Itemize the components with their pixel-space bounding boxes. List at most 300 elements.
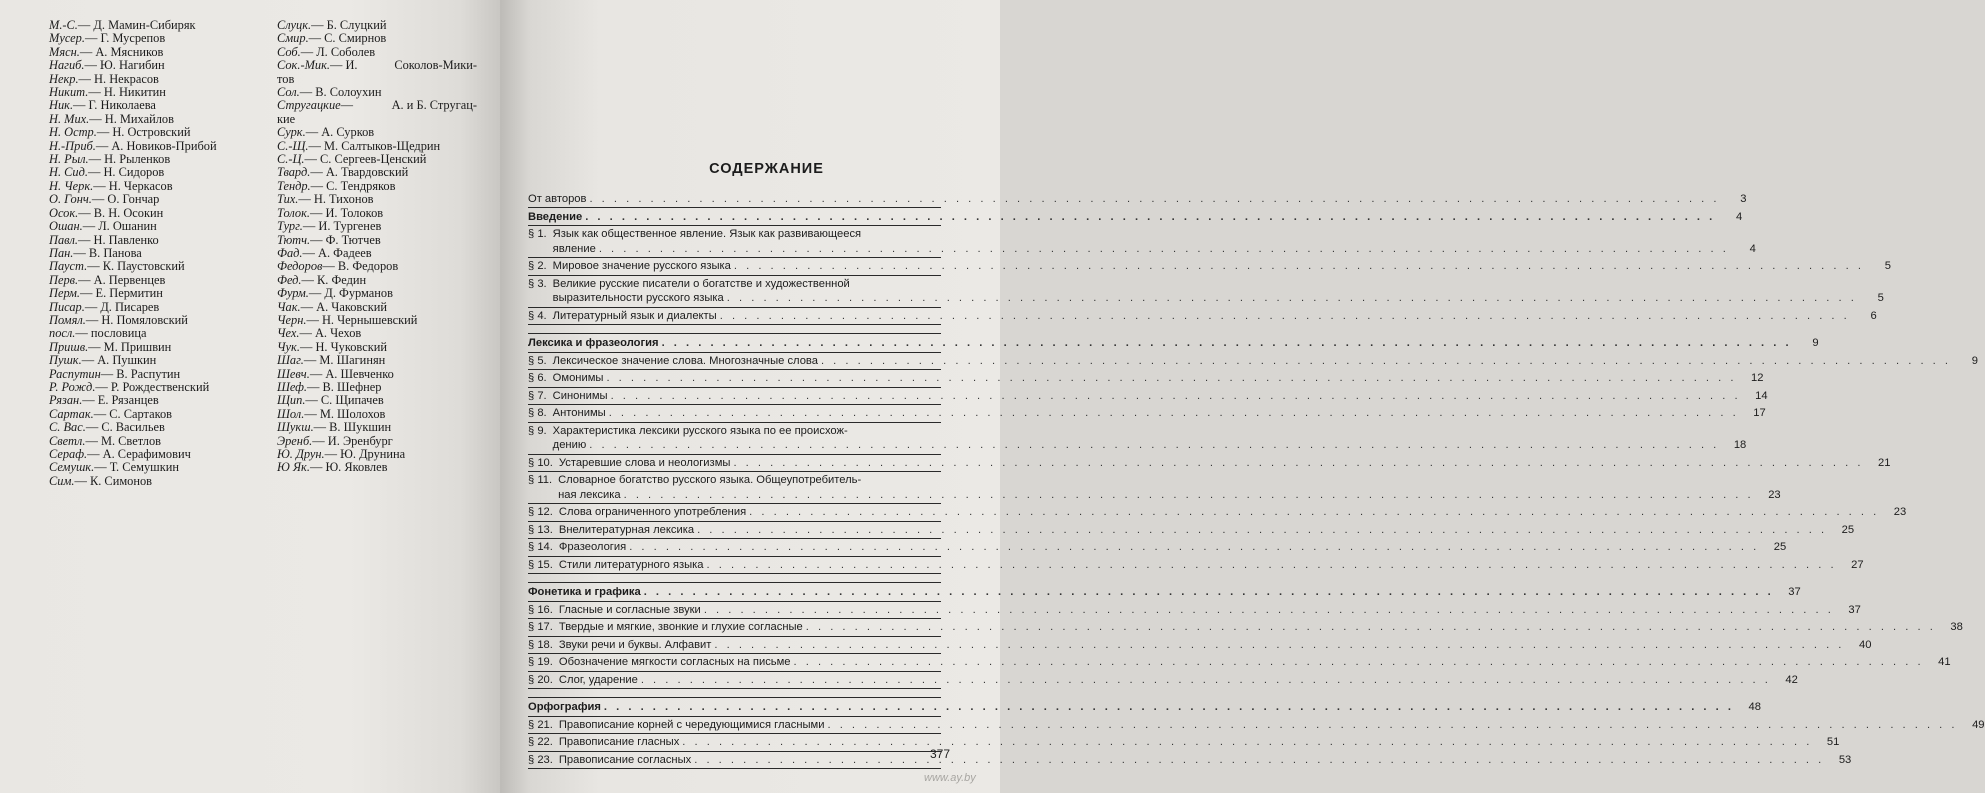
author-name: В. Распутин (116, 366, 181, 381)
abbreviation-entry: С.-Ц.— С. Сергеев-Ценский (277, 152, 427, 167)
leader-dots (734, 259, 1864, 274)
paragraph-number: § 13. (528, 523, 553, 536)
toc-paragraph (528, 717, 1985, 734)
right-page (500, 0, 1985, 793)
leader-dots (682, 735, 1812, 750)
toc-paragraph (528, 734, 1840, 751)
abbreviation: Сим. (49, 473, 75, 488)
toc-section-title: Орфография (528, 701, 601, 713)
author-name: Н. Михайлов (104, 111, 174, 126)
leader-dots (733, 456, 1863, 471)
author-name: Н. Рыленков (104, 152, 171, 167)
abbreviation: Тендр. (277, 178, 311, 193)
leader-dots (704, 603, 1834, 618)
paragraph-title: Обозначение мягкости согласных на письме (558, 656, 791, 668)
abbreviation: Шукш. (277, 420, 314, 435)
abbreviation-entry: Чук.— Н. Чуковский (277, 339, 387, 354)
paragraph-number: § 22. (528, 736, 553, 748)
abbreviation: Шаг. (277, 353, 304, 368)
author-name: Д. Писарев (100, 299, 160, 314)
abbreviation-entry: Эренб.— И. Эренбург (277, 433, 393, 448)
abbreviation-entry: посл.— пословица (49, 326, 147, 341)
paragraph-number: § 8. (528, 407, 547, 419)
toc-paragraph (528, 637, 1872, 654)
abbreviation-list-right (277, 19, 477, 475)
abbreviation-entry: Пауст.— К. Паустовский (49, 259, 185, 274)
author-name: М. Шолохов (319, 406, 386, 421)
toc-page-number: 23 (1768, 488, 1781, 501)
abbreviation-entry: Светл.— М. Светлов (49, 433, 162, 448)
author-name: Д. Фурманов (324, 286, 393, 301)
abbreviation-entry: Писар.— Д. Писарев (49, 299, 160, 314)
abbreviation: Писар. (49, 299, 85, 314)
paragraph-number: § 7. (528, 389, 547, 402)
abbreviation-entry: Тих.— Н. Тихонов (277, 192, 374, 207)
abbreviation-entry: Шол.— М. Шолохов (277, 406, 386, 421)
abbreviation: С. Вас. (49, 420, 86, 435)
abbreviation-entry: Федоров— В. Федоров (277, 259, 399, 274)
toc-page-number: 37 (1848, 603, 1861, 616)
toc-page-number: 5 (1877, 292, 1884, 304)
abbreviation-entry: Тютч.— Ф. Тютчев (277, 232, 381, 247)
paragraph-title: ная лексика (558, 488, 621, 501)
abbreviation: Н. Рыл. (49, 152, 89, 167)
author-name: Н. Помяловский (101, 312, 188, 327)
leader-dots (585, 210, 1715, 225)
abbreviation: посл. (49, 326, 76, 341)
abbreviation: Осок. (49, 205, 79, 220)
author-name: К. Симонов (89, 473, 153, 488)
author-name: И. Тургенев (318, 219, 382, 234)
abbreviation-entry: Рязан.— Е. Рязанцев (49, 393, 159, 408)
abbreviation: Тютч. (277, 232, 311, 247)
leader-dots (624, 488, 1754, 503)
leader-dots (589, 438, 1719, 453)
leader-dots (662, 336, 1792, 351)
toc-section-title: Введение (528, 210, 583, 223)
toc-paragraph (528, 539, 1787, 556)
author-name: А. Чехов (314, 326, 362, 341)
toc-page-number: 41 (1938, 656, 1951, 668)
abbreviation: Н.-Приб. (49, 138, 96, 153)
paragraph-number: § 11. (528, 474, 553, 486)
leader-dots (821, 354, 1951, 369)
abbreviation: Светл. (49, 433, 86, 448)
author-name: К. Паустовский (102, 259, 185, 274)
toc-page-number: 12 (1751, 372, 1764, 384)
abbreviation-entry: Соб.— Л. Соболев (277, 44, 376, 59)
contents-title: СОДЕРЖАНИЕ (709, 161, 824, 177)
toc-page-number: 40 (1858, 638, 1872, 651)
toc-paragraph (528, 654, 1951, 671)
paragraph-title-line: Язык как общественное явление. Язык как развивающееся (552, 228, 862, 240)
abbreviation: Н. Мих. (49, 111, 90, 126)
abbreviation-entry: Ю Як.— Ю. Яковлев (277, 460, 388, 475)
leader-dots (589, 192, 1719, 207)
author-name: Н. Сидоров (103, 165, 165, 180)
author-name: Н. Никитин (103, 85, 166, 100)
paragraph-number: § 5. (528, 354, 547, 367)
author-name: А. Пушкин (97, 353, 157, 368)
abbreviation-entry: Р. Рожд.— Р. Рождественский (49, 379, 210, 394)
abbreviation-entry: Толок.— И. Толоков (277, 205, 384, 220)
abbreviation-list-left (49, 19, 264, 488)
abbreviation-entry: С. Вас.— С. Васильев (49, 420, 165, 435)
abbreviation: Сол. (277, 85, 300, 100)
toc-page-number: 23 (1893, 506, 1907, 518)
toc-paragraph (528, 602, 1861, 619)
author-name: Н. Черкасов (108, 178, 173, 193)
abbreviation: Сурк. (277, 125, 306, 140)
toc-paragraph (528, 672, 1798, 689)
leader-dots (609, 406, 1739, 421)
abbreviation: Черн. (277, 312, 307, 327)
paragraph-title: Слова ограниченного употребления (558, 506, 747, 518)
abbreviation: Распутин (49, 366, 101, 381)
abbreviation: Пушк. (49, 353, 82, 368)
toc-page-number: 25 (1773, 541, 1787, 553)
toc-paragraph (528, 472, 1781, 503)
abbreviation-entry: Мусер.— Г. Мусрепов (49, 31, 166, 46)
abbreviation-entry: Фурм.— Д. Фурманов (277, 286, 393, 301)
abbreviation-entry: Слуцк.— Б. Слуцкий (277, 18, 387, 32)
author-name: Е. Рязанцев (97, 393, 159, 408)
paragraph-number: § 20. (528, 673, 553, 686)
author-name: Л. Ошанин (98, 219, 157, 234)
abbreviation-entry: Сим.— К. Симонов (49, 473, 153, 488)
abbreviation-entry: Фад.— А. Фадеев (277, 245, 372, 260)
paragraph-number: § 14. (528, 541, 553, 553)
abbreviation: Федоров (277, 259, 323, 274)
abbreviation-entry: Фед.— К. Федин (277, 272, 367, 287)
author-name: М. Светлов (100, 433, 162, 448)
author-name: К. Федин (317, 272, 367, 287)
author-name: А. и Б. Стругац- (391, 98, 477, 113)
paragraph-number: § 12. (528, 506, 553, 518)
abbreviation-entry: Пан.— В. Панова (49, 245, 142, 260)
author-name: Ф. Тютчев (325, 232, 381, 247)
author-name: Н. Чуковский (315, 339, 387, 354)
abbreviation-entry: Мясн.— А. Мясников (49, 44, 164, 59)
author-name: А. Сурков (321, 125, 375, 140)
toc-paragraph (528, 504, 1907, 521)
author-name: В. Федоров (337, 259, 399, 274)
abbreviation: Стругацкие (277, 98, 341, 113)
abbreviation: Семушк. (49, 460, 95, 475)
abbreviation: Фед. (277, 272, 302, 287)
toc-paragraph (528, 258, 1891, 275)
abbreviation-entry: Н. Остр.— Н. Островский (49, 125, 191, 140)
abbreviation-entry: Семушк.— Т. Семушкин (49, 460, 180, 475)
abbreviation-entry: Щип.— С. Щипачев (277, 393, 384, 408)
abbreviation-entry: Перм.— Е. Пермитин (49, 286, 163, 301)
paragraph-title: Правописание корней с чередующимися гласными (558, 718, 825, 731)
paragraph-title-line: Словарное богатство русского языка. Общеупотребитель- (558, 474, 862, 486)
leader-dots (794, 655, 1924, 670)
toc-paragraph (528, 388, 1768, 405)
author-name: В. Шукшин (329, 420, 392, 435)
abbreviation: Эренб. (277, 433, 313, 448)
paragraph-title: Звуки речи и буквы. Алфавит (558, 638, 712, 651)
toc-page-number: 18 (1733, 439, 1747, 451)
paragraph-number: § 1. (528, 228, 547, 240)
paragraph-title: Омонимы (552, 372, 604, 384)
toc-page-number: 51 (1826, 736, 1840, 748)
toc-section (528, 334, 1819, 352)
abbreviation-entry: Н. Рыл.— Н. Рыленков (49, 152, 171, 167)
toc-paragraph (528, 353, 1978, 370)
toc-paragraph (528, 522, 1855, 539)
toc-paragraph (528, 370, 1764, 387)
leader-dots (641, 673, 1771, 688)
author-name: Ю. Нагибин (100, 58, 165, 73)
paragraph-title: Антонимы (552, 407, 606, 419)
author-name: С. Сартаков (109, 406, 173, 421)
leader-dots (714, 638, 1844, 653)
abbreviation: Шеф. (277, 379, 308, 394)
paragraph-number: § 21. (528, 718, 553, 731)
abbreviation-entry: Помял.— Н. Помяловский (49, 312, 188, 327)
left-page (0, 0, 500, 793)
abbreviation-entry: Н. Черк.— Н. Черкасов (49, 178, 173, 193)
paragraph-title: Устаревшие слова и неологизмы (558, 456, 731, 469)
toc-page-number: 53 (1838, 753, 1852, 766)
author-name: И. (345, 58, 358, 73)
abbreviation-entry: Сок.-Мик.— И. Соколов-Мики- тов (277, 58, 477, 86)
abbreviation: Тург. (277, 219, 303, 234)
author-name: Е. Пермитин (95, 286, 163, 301)
paragraph-title: Лексическое значение слова. Многозначные слова (552, 354, 818, 367)
paragraph-number: § 3. (528, 277, 547, 290)
author-name: Р. Рождественский (110, 379, 210, 394)
author-name-continuation: кие (277, 111, 296, 126)
author-name: В. Солоухин (315, 85, 382, 100)
toc-section-title: Лексика и фразеология (528, 337, 659, 349)
abbreviation: С.-Щ. (277, 138, 309, 153)
abbreviation-entry: Никит.— Н. Никитин (49, 85, 166, 100)
author-name: О. Гончар (107, 192, 160, 207)
abbreviation: Шевч. (277, 366, 310, 381)
abbreviation-entry: Павл.— Н. Павленко (49, 232, 159, 247)
toc-section (528, 698, 1761, 716)
abbreviation: Смир. (277, 31, 309, 46)
author-name-continuation: тов (277, 71, 295, 86)
toc-entry-title: От авторов (528, 193, 587, 205)
paragraph-number: § 16. (528, 603, 553, 616)
author-name: М. Салтыков-Щедрин (324, 138, 441, 153)
paragraph-title: Внелитературная лексика (558, 523, 695, 536)
abbreviation: Чак. (277, 299, 301, 314)
paragraph-title: Гласные и согласные звуки (558, 603, 701, 616)
abbreviation-entry: Сол.— В. Солоухин (277, 85, 382, 100)
leader-dots (604, 700, 1734, 715)
toc-paragraph (528, 557, 1864, 574)
abbreviation-entry: Шукш.— В. Шукшин (277, 420, 392, 435)
abbreviation-entry: Пришв.— М. Пришвин (49, 339, 172, 354)
abbreviation: Толок. (277, 205, 310, 220)
abbreviation: Помял. (49, 312, 86, 327)
paragraph-title: Стили литературного языка (558, 558, 704, 571)
abbreviation: Мусер. (49, 31, 85, 46)
abbreviation-entry: Н.-Приб.— А. Новиков-Прибой (49, 138, 217, 153)
paragraph-title-line: Великие русские писатели о богатстве и художественной (552, 277, 850, 290)
abbreviation: Н. Черк. (49, 178, 94, 193)
abbreviation: Тих. (277, 192, 299, 207)
abbreviation-entry: Шевч.— А. Шевченко (277, 366, 394, 381)
toc-paragraph (528, 405, 1766, 422)
abbreviation: Фад. (277, 245, 303, 260)
toc-page-number: 42 (1785, 673, 1798, 686)
abbreviation-entry: С.-Щ.— М. Салтыков-Щедрин (277, 138, 441, 153)
author-name: Н. Тихонов (313, 192, 374, 207)
abbreviation-entry: Черн.— Н. Чернышевский (277, 312, 418, 327)
paragraph-title: Фразеология (558, 541, 627, 553)
toc-page-number: 38 (1950, 621, 1963, 633)
toc-paragraph (528, 455, 1891, 472)
abbreviation-entry: Перв.— А. Первенцев (49, 272, 166, 287)
toc-paragraph (528, 619, 1963, 636)
author-name-part: Соколов-Мики- (394, 58, 477, 73)
author-name: Г. Николаева (88, 98, 156, 113)
paragraph-number: § 9. (528, 424, 547, 437)
toc-page-number: 25 (1841, 523, 1855, 536)
author-name: Б. Слуцкий (326, 18, 387, 32)
toc-page-number: 27 (1851, 558, 1864, 571)
paragraph-title: Синонимы (552, 389, 608, 402)
abbreviation: Ю Як. (277, 460, 310, 475)
leader-dots (749, 505, 1879, 520)
watermark: www.ay.by (924, 772, 976, 784)
abbreviation-entry: Сераф.— А. Серафимович (49, 447, 191, 461)
abbreviation: Сок.-Мик. (277, 58, 330, 73)
abbreviation-entry: Твард.— А. Твардовский (277, 165, 409, 180)
toc-page-number: 9 (1971, 354, 1978, 367)
leader-dots (727, 291, 1857, 306)
abbreviation: Павл. (49, 232, 79, 247)
abbreviation-entry: Стругацкие— А. и Б. Стругац- кие (277, 98, 477, 126)
abbreviation: Н. Остр. (49, 125, 97, 140)
table-of-contents (528, 192, 1985, 769)
abbreviation: Соб. (277, 44, 301, 59)
author-name: Г. Мусрепов (100, 31, 166, 46)
toc-paragraph (528, 308, 1877, 325)
abbreviation: Сартак. (49, 406, 94, 421)
abbreviation-entry: Н. Сид.— Н. Сидоров (49, 165, 165, 180)
abbreviation: Никит. (49, 85, 89, 100)
leader-dots (827, 718, 1957, 733)
author-name: И. Эренбург (327, 433, 393, 448)
abbreviation: Чук. (277, 339, 300, 354)
author-name: Л. Соболев (316, 44, 376, 59)
item-rule (528, 768, 941, 769)
author-name: С. Сергеев-Ценский (320, 152, 427, 167)
author-name: С. Щипачев (320, 393, 384, 408)
abbreviation-entry: Чак.— А. Чаковский (277, 299, 387, 314)
toc-page-number: 17 (1753, 407, 1766, 419)
abbreviation: Р. Рожд. (49, 379, 96, 394)
author-name: А. Серафимович (102, 447, 191, 461)
abbreviation-entry: Шеф.— В. Шефнер (277, 379, 382, 394)
abbreviation-entry: М.-С.— Д. Мамин-Сибиряк (49, 18, 196, 32)
abbreviation: Мясн. (49, 44, 80, 59)
leader-dots (629, 540, 1759, 555)
leader-dots (694, 753, 1824, 768)
toc-page-number: 9 (1812, 337, 1819, 349)
abbreviation: Нагиб. (49, 58, 85, 73)
author-name: А. Твардовский (325, 165, 409, 180)
paragraph-title: дению (552, 439, 587, 451)
toc-paragraph (528, 423, 1747, 454)
abbreviation-entry: Шаг.— М. Шагинян (277, 353, 386, 368)
abbreviation-entry: Некр.— Н. Некрасов (49, 71, 159, 86)
author-name: М. Пришвин (103, 339, 172, 354)
paragraph-number: § 2. (528, 260, 547, 272)
abbreviation-entry: Распутин— В. Распутин (49, 366, 181, 381)
paragraph-number: § 23. (528, 753, 553, 766)
leader-dots (720, 309, 1850, 324)
paragraph-title: выразительности русского языка (552, 292, 724, 304)
paragraph-title: Правописание гласных (558, 736, 680, 748)
paragraph-title: явление (552, 242, 596, 255)
author-name: А. Фадеев (318, 245, 372, 260)
abbreviation: Твард. (277, 165, 311, 180)
toc-section (528, 208, 1743, 226)
author-name: М. Шагинян (319, 353, 386, 368)
paragraph-title: Правописание согласных (558, 753, 692, 766)
abbreviation: М.-С. (49, 18, 78, 32)
abbreviation: Ю. Друн. (277, 447, 325, 461)
author-name: С. Смирнов (324, 31, 387, 46)
leader-dots (599, 242, 1729, 257)
paragraph-title: Литературный язык и диалекты (552, 309, 717, 322)
abbreviation-entry: Сартак.— С. Сартаков (49, 406, 173, 421)
abbreviation: Ошан. (49, 219, 83, 234)
abbreviation: О. Гонч. (49, 192, 92, 207)
abbreviation: С.-Ц. (277, 152, 305, 167)
author-name: С. Тендряков (326, 178, 396, 193)
toc-page-number: 14 (1755, 389, 1768, 402)
abbreviation-entry: Сурк.— А. Сурков (277, 125, 375, 140)
abbreviation: Чех. (277, 326, 300, 341)
paragraph-number: § 18. (528, 638, 553, 651)
author-name: пословица (90, 326, 147, 341)
abbreviation: Рязан. (49, 393, 83, 408)
toc-page-number: 5 (1884, 260, 1891, 272)
author-name: С. Васильев (101, 420, 165, 435)
leader-dots (644, 585, 1774, 600)
paragraph-number: § 19. (528, 656, 553, 668)
page-number: 377 (930, 747, 951, 761)
abbreviation: Пан. (49, 245, 74, 260)
abbreviation: Щип. (277, 393, 306, 408)
abbreviation: Слуцк. (277, 18, 312, 32)
paragraph-title-line: Характеристика лексики русского языка по ее происхож- (552, 424, 848, 437)
abbreviation-entry: Ошан.— Л. Ошанин (49, 219, 157, 234)
author-name: А. Мясников (95, 44, 164, 59)
toc-page-number: 6 (1870, 309, 1877, 322)
abbreviation: Пришв. (49, 339, 89, 354)
abbreviation-entry: Ю. Друн.— Ю. Друнина (277, 447, 406, 461)
toc-page-number: 48 (1748, 701, 1761, 713)
author-name: Ю. Друнина (340, 447, 406, 461)
abbreviation: Фурм. (277, 286, 309, 301)
author-name: В. Шефнер (322, 379, 382, 394)
toc-page-number: 21 (1878, 456, 1891, 469)
author-name: А. Новиков-Прибой (111, 138, 217, 153)
author-name: А. Шевченко (325, 366, 394, 381)
paragraph-title: Слог, ударение (558, 673, 638, 686)
abbreviation-entry: Чех.— А. Чехов (277, 326, 362, 341)
